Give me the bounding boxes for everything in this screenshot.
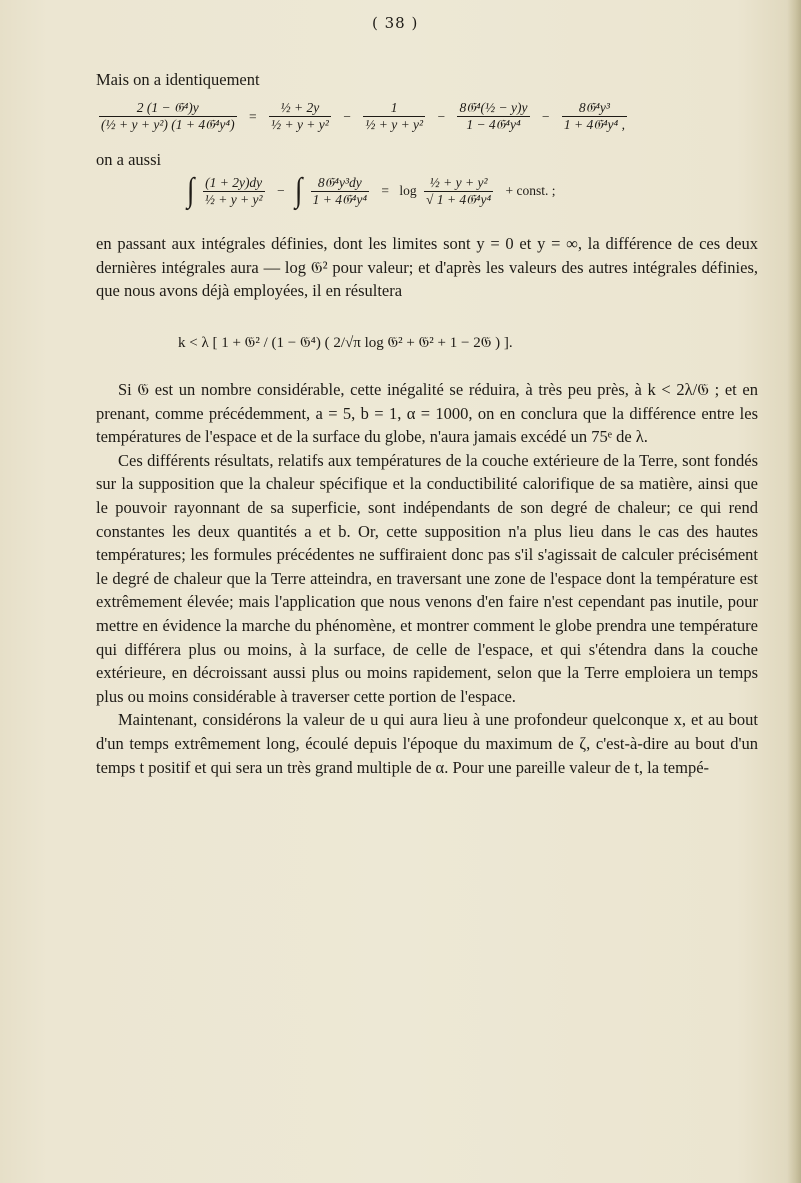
body-text-2 (96, 378, 758, 779)
paragraph-3: Ces différents résultats, relatifs aux températures de la couche extérieure de la Terre, sont fondés sur la supposition que la chaleur spécifique et la conductibilité calorifique de sa matière, ainsi que le pouvoir rayonnant de sa superficie, sont indépendants de son degré de chaleur; ce qui rend constantes les deux quantités a et b. Or, cette supposition n'a plus lieu dans le cas des hautes températures; les formules précédentes ne suffiraient donc pas s'il s'agissait de calculer précisément le degré de chaleur que la Terre atteindra, en traversant une zone de l'espace dont la température est extrêmement élevée; mais l'application que nous venons d'en faire n'est cependant pas inutile, pour mettre en évidence la marche du phénomène, et montrer comment le globe prendra une température qui différera plus ou moins, à la surface, de celle de l'espace, et qui s'étendra dans la couche extérieure, en décroissant aussi plus ou moins rapidement, selon que la Terre emploiera un temps plus ou moins considérable à traverser cette portion de l'espace. (96, 450, 758, 706)
paragraph-2: Si 𝔊 est un nombre considérable, cette inégalité se réduira, à très peu près, à k < 2λ/𝔊 ; et en prenant, comme précédemment, a = 5, b = 1, α = 1000, on en conclura que la différence entre les températures de l'espace et de la surface du globe, n'aura jamais excédé un 75ᵉ de λ. (96, 380, 758, 447)
eq2-const: + const. ; (505, 183, 556, 198)
paragraph-1: en passant aux intégrales définies, dont les limites sont y = 0 et y = ∞, la différence de ces deux dernières intégrales aura — log 𝔊² pour valeur; et d'après les valeurs des autres intégrales définies, que nous avons déjà employées, il en résultera (96, 234, 758, 301)
eq1-term2: $\frac{1}{\text{½ + y + y²}}$ (365, 100, 424, 132)
eq2-int2: $\frac{\text{8𝔊⁴y³dy}}{\text{1 + 4𝔊⁴y⁴}}$ (312, 174, 368, 207)
aussi-line: on a aussi (96, 150, 162, 169)
eq2-int1: $\frac{(1 + 2y)dy}{\text{½ + y + y²}}$ (204, 174, 263, 207)
equation-1: $\frac{\text{2 (1 − 𝔊⁴)y}}{\text{(½ + y + y²) (1 + 4𝔊⁴y⁴)}}$ = $\frac{\text{½ + 2y}}{\text{½ + y + y²}}$ − $\frac{1}{\text{½ + y + y²}}$ − $\frac{\text{8𝔊⁴(½ − y)y}}{\text{1 − 4𝔊⁴y⁴}}$ − $\frac{\text{8𝔊⁴y³}}{\text{1 + 4𝔊⁴y⁴ ,}}$ (101, 100, 625, 132)
integral-sign: ∫ (294, 172, 303, 209)
page-number: ( 38 ) (372, 14, 419, 32)
eq1-term4: $\frac{\text{8𝔊⁴y³}}{\text{1 + 4𝔊⁴y⁴ ,}}$ (563, 100, 625, 132)
body-text (96, 232, 758, 303)
eq1-lhs: $\frac{\text{2 (1 − 𝔊⁴)y}}{\text{(½ + y + y²) (1 + 4𝔊⁴y⁴)}}$ (101, 100, 235, 132)
eq1-term3: $\frac{\text{8𝔊⁴(½ − y)y}}{\text{1 − 4𝔊⁴y⁴}}$ (459, 100, 528, 132)
eq2-log-arg: $\frac{\text{½ + y + y²}}{\text{√ 1 + 4𝔊⁴y⁴}}$ (426, 174, 492, 207)
equation-2: ∫ $\frac{(1 + 2y)dy}{\text{½ + y + y²}}$ − ∫ $\frac{\text{8𝔊⁴y³dy}}{\text{1 + 4𝔊⁴y⁴}}$ = log $\frac{\text{½ + y + y²}}{\text{√ 1 + 4𝔊⁴y⁴}}$ + const. ; (186, 172, 556, 209)
equation-3: k < λ [ 1 + 𝔊² / (1 − 𝔊⁴) ( 2/√π log 𝔊² + 𝔊² + 1 − 2𝔊 ) ]. (178, 335, 513, 351)
page-edge-shadow (787, 0, 801, 1183)
paragraph-4: Maintenant, considérons la valeur de u qui aura lieu à une profondeur quelconque x, et au bout d'un temps extrêmement long, écoulé depuis l'époque du maximum de ζ, c'est-à-dire au bout d'un temps t positif et qui sera un très grand multiple de α. Pour une pareille valeur de t, la tempé- (96, 710, 758, 777)
eq1-term1: $\frac{\text{½ + 2y}}{\text{½ + y + y²}}$ (270, 100, 329, 132)
intro-line: Mais on a identiquement (96, 70, 260, 89)
eq2-log: log (399, 183, 417, 198)
integral-sign: ∫ (186, 172, 195, 209)
